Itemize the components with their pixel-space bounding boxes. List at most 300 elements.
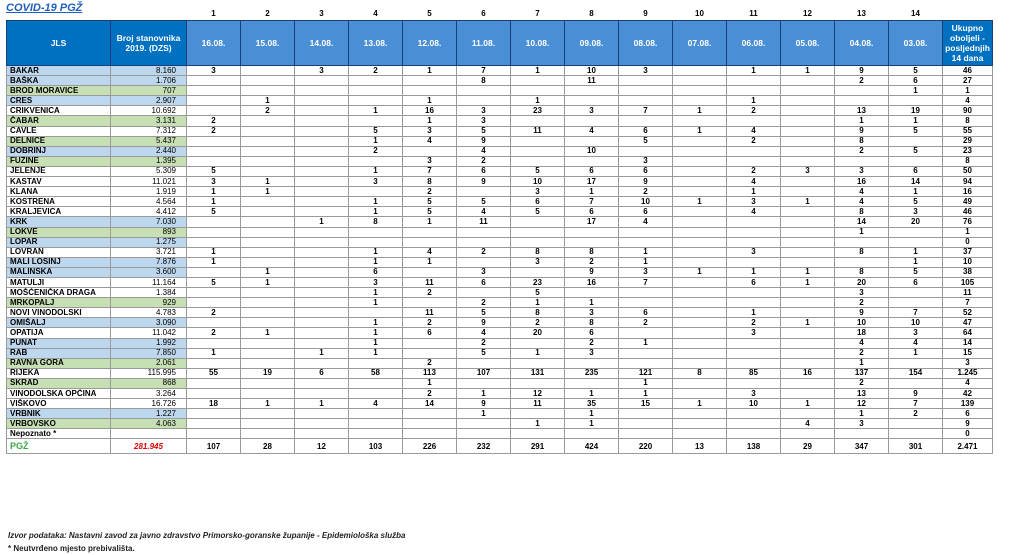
municipality-name: KASTAV — [7, 177, 111, 187]
case-count: 1 — [511, 348, 565, 358]
case-count: 14 — [835, 217, 889, 227]
table-row — [7, 429, 993, 439]
case-count: 1 — [403, 217, 457, 227]
case-count: 5 — [187, 166, 241, 176]
sum-count: 301 — [889, 439, 943, 454]
case-count: 11 — [457, 217, 511, 227]
case-count — [781, 187, 835, 197]
case-count: 1 — [349, 197, 403, 207]
case-count — [349, 76, 403, 86]
case-count — [781, 146, 835, 156]
case-count: 107 — [457, 368, 511, 378]
case-count: 121 — [619, 368, 673, 378]
case-count: 1 — [781, 66, 835, 76]
total-14-days: 38 — [943, 267, 993, 277]
case-count — [241, 116, 295, 126]
case-count — [727, 217, 781, 227]
case-count: 3 — [619, 267, 673, 277]
case-count — [295, 358, 349, 368]
case-count — [673, 177, 727, 187]
sum-count: 28 — [241, 439, 295, 454]
source-note: Izvor podataka: Nastavni zavod za javno zdravstvo Primorsko-goranske županije - Epidemiološka služba — [8, 531, 406, 540]
case-count: 2 — [727, 318, 781, 328]
pgz-logo-text: PGŽ — [10, 440, 29, 451]
header-date: 09.08. — [565, 21, 619, 66]
case-count — [187, 136, 241, 146]
case-count — [673, 298, 727, 308]
case-count: 1 — [673, 126, 727, 136]
case-count — [835, 237, 889, 247]
case-count — [403, 409, 457, 419]
case-count — [781, 86, 835, 96]
case-count: 4 — [619, 217, 673, 227]
case-count — [889, 227, 943, 237]
case-count: 3 — [403, 156, 457, 166]
header-date: 03.08. — [889, 21, 943, 66]
municipality-name: Nepoznato * — [7, 429, 111, 439]
case-count — [673, 378, 727, 388]
sum-count: 138 — [727, 439, 781, 454]
total-14-days: 42 — [943, 389, 993, 399]
case-count: 2 — [187, 308, 241, 318]
table-row — [7, 298, 993, 308]
case-count: 1 — [187, 247, 241, 257]
population — [111, 429, 187, 439]
case-count: 8 — [511, 308, 565, 318]
case-count — [241, 308, 295, 318]
case-count — [457, 378, 511, 388]
case-count: 4 — [727, 126, 781, 136]
case-count — [781, 76, 835, 86]
case-count: 2 — [187, 126, 241, 136]
case-count: 1 — [349, 318, 403, 328]
case-count: 5 — [511, 166, 565, 176]
case-count — [673, 328, 727, 338]
case-count — [673, 288, 727, 298]
case-count — [349, 96, 403, 106]
municipality-name: MALI LOŠINJ — [7, 257, 111, 267]
case-count: 8 — [835, 207, 889, 217]
case-count — [349, 389, 403, 399]
table-row — [7, 338, 993, 348]
case-count: 2 — [457, 338, 511, 348]
municipality-name: MALINSKA — [7, 267, 111, 277]
header-date: 10.08. — [511, 21, 565, 66]
case-count — [619, 298, 673, 308]
header-date: 16.08. — [187, 21, 241, 66]
case-count: 2 — [727, 106, 781, 116]
table-row — [7, 348, 993, 358]
case-count: 3 — [349, 277, 403, 287]
table-row — [7, 66, 993, 76]
case-count — [187, 389, 241, 399]
case-count — [187, 318, 241, 328]
case-count — [619, 237, 673, 247]
table-row — [7, 126, 993, 136]
case-count — [781, 116, 835, 126]
day-number: 9 — [643, 9, 648, 18]
total-14-days: 16 — [943, 187, 993, 197]
municipality-name: RIJEKA — [7, 368, 111, 378]
total-14-days: 49 — [943, 197, 993, 207]
case-count: 3 — [565, 106, 619, 116]
case-count — [781, 227, 835, 237]
case-count — [889, 298, 943, 308]
case-count: 1 — [781, 267, 835, 277]
case-count — [673, 358, 727, 368]
table-row — [7, 96, 993, 106]
total-14-days: 37 — [943, 247, 993, 257]
case-count — [403, 227, 457, 237]
day-number: 12 — [803, 9, 812, 18]
municipality-name: PUNAT — [7, 338, 111, 348]
case-count: 7 — [565, 197, 619, 207]
case-count — [295, 126, 349, 136]
case-count — [781, 429, 835, 439]
case-count: 1 — [241, 267, 295, 277]
case-count: 5 — [187, 207, 241, 217]
day-number: 5 — [427, 9, 432, 18]
case-count: 55 — [187, 368, 241, 378]
table-row — [7, 166, 993, 176]
sum-count: 107 — [187, 439, 241, 454]
case-count: 18 — [835, 328, 889, 338]
case-count — [673, 308, 727, 318]
population: 1.919 — [111, 187, 187, 197]
case-count: 9 — [565, 267, 619, 277]
header-date: 13.08. — [349, 21, 403, 66]
case-count: 3 — [187, 177, 241, 187]
sum-count: 220 — [619, 439, 673, 454]
case-count — [511, 146, 565, 156]
total-14-days: 3 — [943, 358, 993, 368]
case-count: 7 — [619, 106, 673, 116]
municipality-name: VINODOLSKA OPĆINA — [7, 389, 111, 399]
case-count: 11 — [511, 126, 565, 136]
case-count — [619, 96, 673, 106]
municipality-name: KRALJEVICA — [7, 207, 111, 217]
case-count: 5 — [457, 348, 511, 358]
case-count — [619, 409, 673, 419]
table-row — [7, 76, 993, 86]
case-count — [349, 419, 403, 429]
case-count — [727, 116, 781, 126]
header-date: 05.08. — [781, 21, 835, 66]
case-count — [457, 237, 511, 247]
case-count — [511, 76, 565, 86]
case-count — [187, 409, 241, 419]
case-count: 4 — [349, 399, 403, 409]
population: 3.600 — [111, 267, 187, 277]
total-14-days: 7 — [943, 298, 993, 308]
sum-count: 347 — [835, 439, 889, 454]
case-count — [727, 237, 781, 247]
case-count: 3 — [889, 328, 943, 338]
table-row — [7, 378, 993, 388]
case-count: 9 — [457, 177, 511, 187]
case-count — [673, 166, 727, 176]
case-count: 1 — [889, 247, 943, 257]
case-count: 1 — [457, 409, 511, 419]
day-number: 11 — [749, 9, 758, 18]
case-count — [457, 187, 511, 197]
population: 4.564 — [111, 197, 187, 207]
case-count — [295, 308, 349, 318]
case-count: 5 — [511, 288, 565, 298]
population: 1.227 — [111, 409, 187, 419]
case-count — [727, 257, 781, 267]
case-count — [673, 156, 727, 166]
case-count — [889, 378, 943, 388]
case-count — [403, 429, 457, 439]
case-count: 2 — [403, 358, 457, 368]
case-count: 1 — [187, 257, 241, 267]
municipality-name: OMIŠALJ — [7, 318, 111, 328]
case-count: 3 — [187, 66, 241, 76]
table-row — [7, 247, 993, 257]
total-14-days: 9 — [943, 419, 993, 429]
case-count — [727, 298, 781, 308]
case-count: 7 — [619, 277, 673, 287]
case-count: 8 — [835, 247, 889, 257]
case-count: 6 — [889, 166, 943, 176]
case-count: 2 — [349, 146, 403, 156]
case-count — [673, 348, 727, 358]
case-count: 8 — [835, 136, 889, 146]
population: 2.061 — [111, 358, 187, 368]
header-total: Ukupno oboljeli - posljednjih 14 dana — [943, 21, 993, 66]
case-count: 2 — [349, 66, 403, 76]
case-count: 5 — [889, 66, 943, 76]
case-count — [187, 96, 241, 106]
case-count — [349, 237, 403, 247]
case-count — [781, 257, 835, 267]
case-count — [187, 86, 241, 96]
case-count — [781, 308, 835, 318]
case-count: 154 — [889, 368, 943, 378]
case-count — [295, 86, 349, 96]
case-count: 3 — [835, 288, 889, 298]
case-count: 1 — [781, 399, 835, 409]
case-count — [673, 227, 727, 237]
population: 11.164 — [111, 277, 187, 287]
case-count — [727, 338, 781, 348]
case-count — [673, 429, 727, 439]
case-count: 1 — [619, 378, 673, 388]
case-count — [889, 358, 943, 368]
sum-row — [7, 439, 993, 454]
pgz-label — [7, 439, 111, 454]
case-count — [187, 429, 241, 439]
case-count: 1 — [349, 298, 403, 308]
case-count: 1 — [403, 96, 457, 106]
case-count — [781, 156, 835, 166]
municipality-name: BAŠKA — [7, 76, 111, 86]
day-number: 6 — [481, 9, 486, 18]
case-count — [673, 207, 727, 217]
case-count — [187, 76, 241, 86]
case-count — [781, 338, 835, 348]
case-count — [349, 429, 403, 439]
case-count: 6 — [619, 308, 673, 318]
population: 4.412 — [111, 207, 187, 217]
case-count — [457, 429, 511, 439]
case-count: 4 — [403, 136, 457, 146]
population: 7.312 — [111, 126, 187, 136]
case-count — [187, 227, 241, 237]
population: 893 — [111, 227, 187, 237]
case-count: 15 — [619, 399, 673, 409]
case-count — [565, 116, 619, 126]
case-count — [889, 237, 943, 247]
case-count — [889, 288, 943, 298]
case-count — [673, 217, 727, 227]
case-count — [241, 197, 295, 207]
case-count — [673, 116, 727, 126]
total-14-days: 10 — [943, 257, 993, 267]
case-count: 4 — [889, 338, 943, 348]
case-count — [187, 419, 241, 429]
case-count — [295, 429, 349, 439]
case-count: 4 — [565, 126, 619, 136]
day-number: 1 — [211, 9, 216, 18]
case-count: 2 — [403, 187, 457, 197]
case-count: 2 — [403, 318, 457, 328]
case-count: 4 — [781, 419, 835, 429]
case-count: 1 — [241, 328, 295, 338]
case-count: 1 — [295, 348, 349, 358]
case-count — [511, 358, 565, 368]
case-count: 1 — [673, 106, 727, 116]
total-14-days: 94 — [943, 177, 993, 187]
case-count — [241, 146, 295, 156]
case-count — [349, 308, 403, 318]
case-count — [187, 237, 241, 247]
case-count — [781, 136, 835, 146]
case-count: 14 — [403, 399, 457, 409]
case-count: 16 — [403, 106, 457, 116]
case-count — [295, 257, 349, 267]
population: 1.395 — [111, 156, 187, 166]
case-count: 10 — [565, 146, 619, 156]
case-count — [187, 338, 241, 348]
case-count: 5 — [349, 126, 403, 136]
municipality-name: ČABAR — [7, 116, 111, 126]
covid-table — [6, 8, 993, 454]
case-count — [295, 318, 349, 328]
case-count — [241, 156, 295, 166]
case-count: 10 — [619, 197, 673, 207]
case-count — [889, 156, 943, 166]
case-count — [835, 257, 889, 267]
case-count: 7 — [889, 399, 943, 409]
table-row — [7, 136, 993, 146]
case-count: 3 — [511, 257, 565, 267]
case-count — [403, 146, 457, 156]
sum-count: 103 — [349, 439, 403, 454]
blank-cell — [111, 8, 187, 21]
case-count — [673, 409, 727, 419]
case-count: 4 — [457, 207, 511, 217]
case-count — [295, 166, 349, 176]
total-14-days: 52 — [943, 308, 993, 318]
municipality-name: MATULJI — [7, 277, 111, 287]
case-count — [781, 328, 835, 338]
case-count: 2 — [727, 166, 781, 176]
case-count — [349, 187, 403, 197]
table-row — [7, 308, 993, 318]
case-count: 5 — [889, 197, 943, 207]
case-count: 11 — [565, 76, 619, 86]
case-count — [241, 237, 295, 247]
day-number: 4 — [373, 9, 378, 18]
total-14-days: 1 — [943, 227, 993, 237]
population: 5.437 — [111, 136, 187, 146]
case-count — [241, 217, 295, 227]
header-row — [7, 21, 993, 66]
municipality-name: MOŠĆENIČKA DRAGA — [7, 288, 111, 298]
case-count: 1 — [781, 318, 835, 328]
population: 11.021 — [111, 177, 187, 187]
case-count — [241, 136, 295, 146]
case-count: 1 — [835, 116, 889, 126]
case-count: 113 — [403, 368, 457, 378]
case-count — [457, 358, 511, 368]
case-count — [565, 237, 619, 247]
municipality-name: OPATIJA — [7, 328, 111, 338]
municipality-name: LOPAR — [7, 237, 111, 247]
case-count — [511, 267, 565, 277]
municipality-name: KLANA — [7, 187, 111, 197]
population: 115.995 — [111, 368, 187, 378]
case-count — [295, 419, 349, 429]
total-14-days: 0 — [943, 429, 993, 439]
population: 868 — [111, 378, 187, 388]
total-14-days: 55 — [943, 126, 993, 136]
case-count — [619, 86, 673, 96]
case-count — [511, 217, 565, 227]
case-count: 131 — [511, 368, 565, 378]
case-count — [403, 76, 457, 86]
total-14-days: 50 — [943, 166, 993, 176]
table-row — [7, 187, 993, 197]
population: 1.275 — [111, 237, 187, 247]
case-count: 2 — [565, 338, 619, 348]
case-count — [673, 419, 727, 429]
case-count: 10 — [835, 318, 889, 328]
case-count — [727, 76, 781, 86]
case-count: 1 — [295, 399, 349, 409]
case-count — [673, 146, 727, 156]
case-count — [349, 409, 403, 419]
case-count — [295, 288, 349, 298]
case-count: 5 — [511, 207, 565, 217]
case-count — [781, 348, 835, 358]
case-count — [835, 429, 889, 439]
case-count — [565, 227, 619, 237]
case-count — [727, 156, 781, 166]
case-count — [889, 419, 943, 429]
total-14-days: 4 — [943, 96, 993, 106]
case-count — [565, 96, 619, 106]
case-count: 6 — [889, 76, 943, 86]
case-count: 2 — [835, 348, 889, 358]
case-count: 9 — [835, 66, 889, 76]
case-count: 4 — [457, 328, 511, 338]
total-14-days: 15 — [943, 348, 993, 358]
case-count — [781, 247, 835, 257]
table-row — [7, 237, 993, 247]
